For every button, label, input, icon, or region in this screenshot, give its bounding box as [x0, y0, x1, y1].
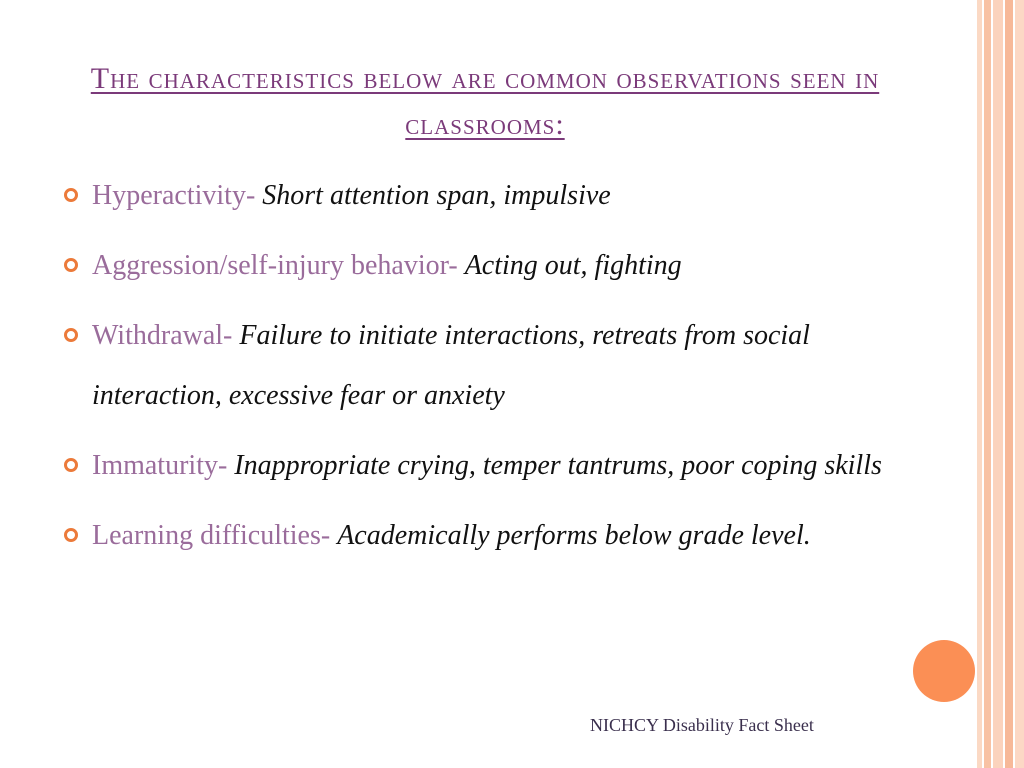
- accent-circle: [913, 640, 975, 702]
- bullet-item: [64, 306, 934, 426]
- slide-title: [60, 56, 910, 148]
- decorative-stripe: [977, 0, 982, 768]
- decorative-stripe: [993, 0, 1003, 768]
- bullet-description: Acting out, fighting: [464, 250, 682, 281]
- decorative-stripe: [1005, 0, 1013, 768]
- bullet-circle-icon: [64, 188, 78, 202]
- bullet-item: [64, 506, 934, 566]
- bullet-description: Academically performs below grade level.: [337, 520, 811, 551]
- bullet-circle-icon: [64, 328, 78, 342]
- bullet-description: Failure to initiate interactions, retreats from social interaction, excessive fear or anxiety: [92, 320, 810, 411]
- bullet-item: [64, 166, 934, 226]
- bullet-term: Immaturity-: [92, 450, 235, 481]
- bullet-term: Hyperactivity-: [92, 180, 263, 211]
- bullet-item: [64, 236, 934, 296]
- bullet-term: Withdrawal-: [92, 320, 240, 351]
- decorative-stripe: [1015, 0, 1024, 768]
- bullet-term: Learning difficulties-: [92, 520, 338, 551]
- bullet-circle-icon: [64, 528, 78, 542]
- bullet-description: Short attention span, impulsive: [262, 180, 611, 211]
- source-citation: NICHCY Disability Fact Sheet: [590, 715, 814, 735]
- bullet-list: [64, 166, 934, 576]
- bullet-circle-icon: [64, 258, 78, 272]
- bullet-item: [64, 436, 934, 496]
- slide-title-text: The characteristics below are common observations seen in classrooms:: [90, 62, 880, 141]
- bullet-circle-icon: [64, 458, 78, 472]
- bullet-term: Aggression/self-injury behavior-: [92, 250, 465, 281]
- bullet-description: Inappropriate crying, temper tantrums, poor coping skills: [234, 450, 882, 481]
- decorative-stripe: [984, 0, 991, 768]
